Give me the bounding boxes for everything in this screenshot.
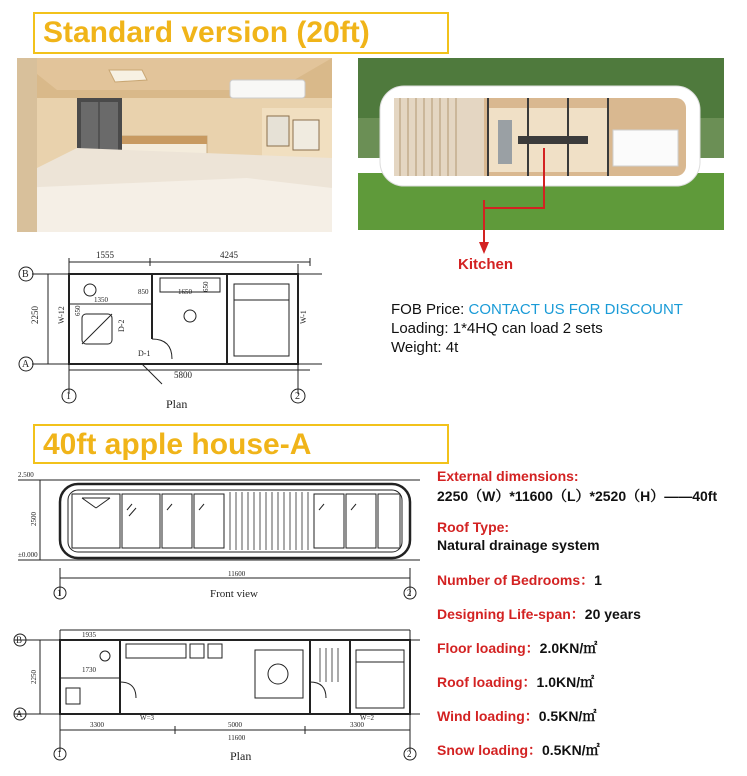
front-view-caption: Front view [210, 588, 258, 600]
spec-roof-type-label: Roof Type: [437, 519, 510, 535]
forty-ft-title: 40ft apple house-A [33, 424, 449, 464]
fob-price-value: CONTACT US FOR DISCOUNT [468, 301, 683, 318]
plan-dim-4245: 4245 [220, 250, 238, 260]
plan-d1: D-1 [138, 349, 151, 358]
axis-2-label: 2 [295, 391, 300, 402]
plan40-inner-dim: 1730 [82, 666, 96, 674]
forty-front-view [10, 468, 430, 604]
kitchen-callout-arrow [478, 200, 490, 256]
plan40-seg-1: 3300 [90, 721, 104, 729]
plan-w12: W-12 [57, 306, 66, 324]
plan40-seg-2: 5000 [228, 721, 242, 729]
kitchen-label: Kitchen [458, 256, 514, 273]
plan-inner-dim-3: 1650 [178, 288, 192, 296]
plan-inner-dim-2: 850 [138, 288, 149, 296]
spec-external-value: 2250（W）*11600（L）*2520（H）——40ft [437, 488, 718, 504]
plan40-dim-top: 1935 [82, 631, 96, 639]
front-axis-2: 2 [407, 588, 412, 598]
plan-d2: D-2 [117, 319, 126, 332]
front-axis-1: 1 [57, 588, 62, 598]
plan-dim-1555: 1555 [96, 250, 114, 260]
plan40-caption: Plan [230, 749, 252, 763]
forty-floor-plan [10, 622, 430, 766]
plan-dim-2250: 2250 [30, 306, 40, 324]
spec-roof-type-value: Natural drainage system [437, 537, 600, 553]
plan40-dim-side: 2250 [30, 670, 38, 684]
interior-photo [17, 58, 332, 232]
loading-line: Loading: 1*4HQ can load 2 sets [391, 320, 603, 337]
plan-inner-dim-4: 650 [202, 281, 210, 292]
spec-wind-loading: Wind loading：0.5KN/㎡ [437, 708, 597, 724]
standard-version-title: Standard version (20ft) [33, 12, 449, 54]
fob-price-line [391, 300, 683, 319]
axis-b-label: B [22, 269, 29, 280]
plan-w1: W-1 [299, 310, 308, 324]
plan40-axis-b: B [16, 635, 23, 645]
plan40-dim-total: 11600 [228, 734, 246, 742]
spec-external-label: External dimensions: [437, 468, 579, 484]
standard-floor-plan [12, 244, 332, 410]
plan40-axis-2: 2 [407, 749, 412, 759]
plan40-w3: W=3 [140, 714, 155, 722]
plan-inner-dim-5: 650 [74, 305, 82, 316]
exterior-photo-illustration [358, 58, 724, 230]
front-elev-top: 2.500 [18, 471, 34, 479]
spec-lifespan: Designing Life-span：20 years [437, 606, 641, 622]
interior-photo-illustration [17, 58, 332, 232]
weight-line: Weight: 4t [391, 339, 459, 356]
axis-a-label: A [22, 359, 30, 370]
exterior-photo [358, 58, 724, 230]
plan-dim-5800: 5800 [174, 370, 192, 380]
front-dim-height: 2500 [30, 512, 38, 526]
plan40-axis-1: 1 [57, 749, 62, 759]
spec-floor-loading: Floor loading：2.0KN/㎡ [437, 640, 598, 656]
front-dim-total: 11600 [228, 570, 246, 578]
plan40-w2: W=2 [360, 714, 375, 722]
axis-1-label: 1 [66, 391, 71, 402]
plan40-seg-3: 3300 [350, 721, 364, 729]
plan-inner-dim-1: 1350 [94, 296, 108, 304]
spec-bedrooms: Number of Bedrooms：1 [437, 572, 602, 588]
spec-roof-loading: Roof loading：1.0KN/㎡ [437, 674, 595, 690]
plan40-axis-a: A [16, 709, 23, 719]
fob-price-label: FOB Price: [391, 301, 469, 318]
front-elev-bottom: ±0.000 [18, 551, 38, 559]
standard-info [391, 300, 683, 357]
spec-snow-loading: Snow loading：0.5KN/㎡ [437, 742, 600, 758]
standard-plan-caption: Plan [166, 397, 188, 410]
